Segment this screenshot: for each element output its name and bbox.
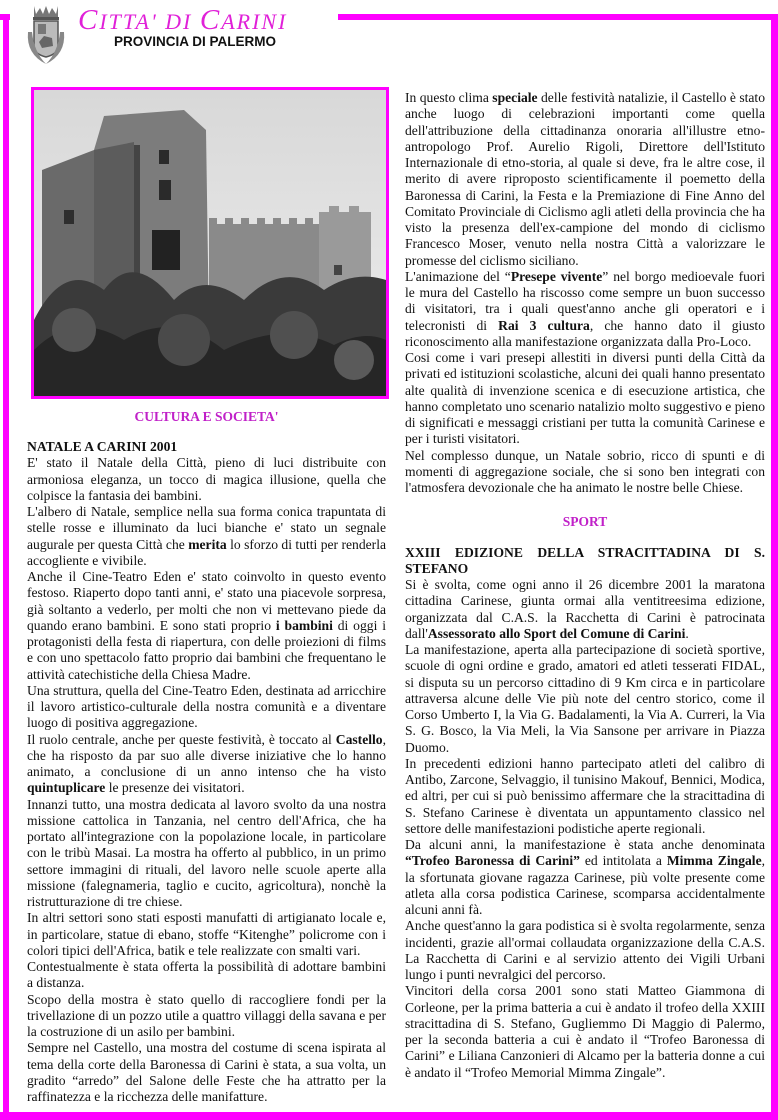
article-body-natale [27, 455, 386, 1105]
paragraph [27, 910, 386, 959]
page-title: CITTA' DI CARINI [78, 4, 288, 36]
bold-text: merita [188, 536, 227, 552]
text-run: le presenze dei visitatori. [105, 780, 245, 796]
paragraph [405, 642, 765, 756]
text-run: Il ruolo centrale, anche per queste festività, è toccato al [27, 731, 336, 747]
text-run: , la sfortunata giovane ragazza Carinese, più volte presente come atleta alla corsa podistica Carinese, scomparsa accidentalmente alcuni anni fà. [405, 853, 766, 917]
text-run: . [685, 625, 689, 641]
paragraph [405, 269, 765, 350]
text-run: Una struttura, quella del Cine-Teatro Eden, destinata ad arricchire il lavoro artistico-culturale della nostra comunità e a diventare luogo di positiva aggregazione. [27, 682, 386, 731]
paragraph [27, 1040, 386, 1105]
bold-text: Rai 3 cultura [498, 317, 590, 333]
text-run: , che hanno dato il giusto riconoscimento alla manifestazione organizzata dalla Pro-Loco. [405, 317, 765, 349]
text-run: Contestualmente è stata offerta la possibilità di adottare bambini a distanza. [27, 959, 386, 991]
paragraph [405, 983, 765, 1081]
text-run: Anche il Cine-Teatro Eden e' stato coinvolto in questo evento festoso. Riaperto dopo tanti anni, e' stato una piacevole sorpresa, già soltanto a vederlo, per molti che non vi mettevano piede da quando erano bambini. E sono stati proprio [27, 569, 386, 633]
paragraph [405, 90, 765, 269]
text-run: Innanzi tutto, una mostra dedicata al lavoro svolto da una nostra missione cattolica in Tanzania, nel centro dell'Africa, che ha portato all'integrazione con la popolazione locale, in particolare con le tribù Masai. La mostra ha offerto al pubblico, in un primo settore immagini di rituali, del lavoro nelle scuole aperte alla missione (falegnameria, taglio e cucito, agricoltura), nonchè la ristrutturazione di tre chiese. [27, 796, 386, 909]
text-run: In precedenti edizioni hanno partecipato atleti del calibro di Antibo, Zarcone, Selvaggio, il tunisino Makouf, Bennici, Modica, ed altri, per cui si può benissimo affermare che la stracittadina di S. Stefano Carinese è diventata un appuntamento classico nel settore delle manifestazioni podistiche aperte regionali. [405, 755, 765, 836]
bold-text: i bambini [275, 617, 333, 633]
text-run: di oggi i protagonisti della festa di riapertura, con delle proiezioni di films e con uno spettacolo fatto proprio dai bambini che frequentano le attività catechistiche della Chiesa Madre. [27, 617, 386, 682]
coat-of-arms-icon [22, 2, 70, 68]
paragraph [405, 577, 765, 642]
text-run: Anche quest'anno la gara podistica si è svolta regolarmente, senza incidenti, grazie all'ormai collaudata organizzazione della C.A.S. La Racchetta di Carini e al servizio attento dei Vigili Urbani lungo i punti nevralgici del percorso. [405, 918, 765, 982]
paragraph [27, 455, 386, 504]
article-heading-natale: NATALE A CARINI 2001 [27, 439, 178, 454]
text-run: Da alcuni anni, la manifestazione è stata anche denominata [405, 837, 765, 852]
paragraph [27, 504, 386, 569]
frame-top-border [338, 14, 778, 20]
text-run: delle festività natalizie, il Castello è stato anche luogo di celebrazioni importanti come quella dell'attribuzione della cittadinanza onoraria all'illustre etno-antropologo Prof. Aurelio Rigoli, Direttore dell'Istituto Internazionale di etno-storia, al quale si deve, fra le altre cose, il merito di avere riproposto scientificamente il poemetto della Baronessa di Carini, la Festa e la Premiazione di Fine Anno del Comitato Provinciale di Ciclismo agli atleti della provincia che ha visto la presenza dell'ex-campione del mondo di ciclismo Francesco Moser, venuto nella nostra Città a valorizzare le promesse del ciclismo siciliano. [405, 90, 765, 268]
paragraph [405, 350, 765, 448]
text-run: Cosi come i vari presepi allestiti in diversi punti della Città da privati ed istituzioni scolastiche, alcuni dei quali hanno presentato alte qualità di invenzione scenica e di esecuzione artistica, che hanno completato uno scenario natalizio molto suggestivo e pieno di significati e messaggi cristiani per tutta la comunità Carinese e per i turisti visitatori. [405, 350, 765, 447]
bold-text: Presepe vivente [510, 268, 603, 284]
text-run: Vincitori della corsa 2001 sono stati Matteo Giammona di Corleone, per la prima batteria a cui è andato il trofeo della XXIII stracittadina di S. Stefano, Gugliemmo Di Maggio di Palermo, per la seconda batteria a cui è andato il “Trofeo Baronessa di Carini” e Liliana Canzonieri di Alcamo per la batteria donne a cui è andato il “Trofeo Memorial Mimma Zingale”. [405, 983, 765, 1080]
paragraph [405, 756, 765, 837]
bold-text: Castello [335, 731, 383, 747]
article-body-natale-continued [405, 90, 765, 496]
text-run: ” nel borgo medioevale fuori le mura del Castello ha riscosso come sempre un buon successo di visitatori, tra i quali quest'anno anche gli operatori e i telecronisti di [405, 268, 766, 333]
paragraph [27, 797, 386, 911]
text-run: , che ha risposto da par suo alle diverse iniziative che lo hanno animato, a conclusione di un anno intenso che ha visto [27, 731, 386, 779]
paragraph [27, 569, 386, 683]
frame-left-border [3, 14, 9, 1120]
text-run: ed intitolata a [579, 853, 667, 869]
text-run: lo sforzo di tutti per renderla accogliente e vivibile. [27, 536, 386, 568]
section-title-sport: SPORT [562, 514, 608, 530]
paragraph [27, 959, 386, 992]
paragraph [27, 683, 386, 732]
article-body-stracittadina [405, 577, 765, 1081]
bold-text: “Trofeo Baronessa di Carini” [405, 853, 580, 869]
text-run: Sempre nel Castello, una mostra del costume di scena ispirata al tema della corte della Baronessa di Carini è stata, a sua volta, un gradito “arredo” del Salone delle Feste che ha attratto per la raffinatezza e la ricchezza delle manifatture. [27, 1040, 386, 1104]
paragraph [405, 918, 765, 983]
bold-text: speciale [492, 90, 538, 105]
text-run: Si è svolta, come ogni anno il 26 dicembre 2001 la maratona cittadina Carinese, giunta ormai alla ventitreesima edizione, organizzata dal C.A.S. la Racchetta di Carini è patrocinata dall' [405, 577, 765, 641]
bold-text: Mimma Zingale [666, 853, 762, 869]
frame-bottom-border [0, 1112, 778, 1120]
text-run: E' stato il Natale della Città, pieno di luci distribuite con armoniosa eleganza, un tocco di magica illusione, quella che colpisce la fantasia dei bambini. [27, 455, 386, 503]
page-subtitle: PROVINCIA DI PALERMO [114, 34, 277, 49]
text-run: L'albero di Natale, semplice nella sua forma conica trapuntata di stelle rosse e illuminato da luci bianche e' stato un segnale augurale per questa Città che [27, 504, 386, 552]
paragraph [27, 732, 386, 797]
paragraph [405, 837, 765, 918]
right-column [405, 90, 765, 1081]
text-run: In altri settori sono stati esposti manufatti di artigianato locale e, in particolare, statue di ebano, stoffe “Kitenghe” policrome con i colori tipici dell'Africa, batik e tele realizzate con smalti vari. [27, 910, 386, 958]
paragraph [405, 448, 765, 497]
text-run: La manifestazione, aperta alla partecipazione di società sportive, scuole di ogni ordine e grado, amatori ed atleti tesserati FIDAL, si disputa su un percorso cittadino di 9 Km circa e in particolare attraversa alcune delle Vie più note del centro storico, come il Corso Umberto I, la Via G. Badalamenti, la Via A. Curreri, la Via S. G. Bosco, la Via Meli, la Via Sansone per arrivare in Piazza Duomo. [405, 642, 765, 755]
frame-right-border [771, 14, 778, 1120]
castle-photo [31, 87, 389, 399]
section-title-cultura: CULTURA E SOCIETA' [134, 409, 279, 424]
bold-text: quintuplicare [27, 780, 106, 796]
text-run: Scopo della mostra è stato quello di raccogliere fondi per la trivellazione di un pozzo utile a quattro villaggi della savana e per la costruzione di un asilo per bambini. [27, 991, 386, 1039]
bold-text: Assessorato allo Sport del Comune di Carini [427, 625, 686, 641]
left-column [27, 439, 386, 1105]
article-heading-stracittadina: XXIII EDIZIONE DELLA STRACITTADINA DI S. STEFANO [405, 544, 765, 576]
text-run: Nel complesso dunque, un Natale sobrio, ricco di spunti e di momenti di aggregazione sociale, che si sono ben integrati con l'atmosfera devozionale che ha animato le nostre belle Chiese. [405, 447, 765, 495]
paragraph [27, 992, 386, 1041]
text-run: L'animazione del “ [405, 268, 511, 284]
text-run: In questo clima [405, 90, 493, 105]
